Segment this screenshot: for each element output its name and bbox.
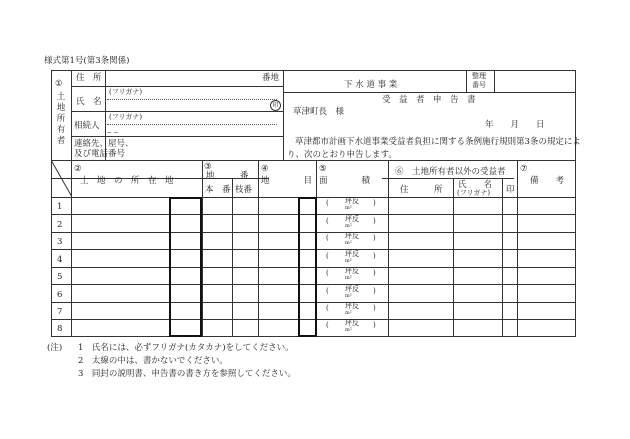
col6-seal: 印 xyxy=(506,185,515,195)
addressee: 草津町長 様 xyxy=(293,107,345,117)
address-label: 住 所 xyxy=(76,73,102,83)
name-label: 氏 名 xyxy=(76,97,102,107)
col3-sub-edaban: 枝番 xyxy=(235,185,253,195)
row-number: 1 xyxy=(57,202,63,212)
date-line: 年 月 日 xyxy=(485,120,545,130)
note-1: 1 氏名には、必ずフリガナ(カタカナ)をしてください。 xyxy=(78,343,294,353)
seiri-label-1: 整理 xyxy=(472,72,486,80)
seiri-label-2: 番号 xyxy=(472,81,486,89)
col6-address: 住 所 xyxy=(400,185,443,195)
row-number: 3 xyxy=(57,237,63,247)
thick-box-chimoku xyxy=(298,197,317,337)
furigana-label-2: (フリガナ) xyxy=(109,113,143,121)
col6-furigana: (フリガナ) xyxy=(457,189,491,197)
col5-number: ⑤ xyxy=(319,164,327,174)
body-text-line2: り、次のとおり申告します。 xyxy=(287,150,397,160)
col3-number: ③ xyxy=(204,162,212,172)
contact-label-line2: 及び電話番号 xyxy=(74,149,126,159)
col4-number: ④ xyxy=(261,164,269,174)
banchi-label: 番地 xyxy=(262,73,280,83)
thick-box-chiban xyxy=(169,197,202,337)
form-subtitle: 受 益 者 申 告 書 xyxy=(382,95,476,105)
row-number: 8 xyxy=(57,324,63,334)
col2-label: 土 地 の 所 在 地 xyxy=(80,176,174,186)
notes-prefix: (注) xyxy=(47,343,63,353)
note-3: 3 同封の説明書、申告書の書き方を参照してください。 xyxy=(78,369,296,379)
header-diagonal xyxy=(51,160,72,197)
owner-section-number: ① xyxy=(55,79,63,89)
seal-mark-icon: 印 xyxy=(270,100,281,111)
body-text-line1: 草津都市計画下水道事業受益者負担に関する条例施行規則第3条の規定によ xyxy=(295,137,581,147)
relation-dashes: ‒ ‒ xyxy=(107,128,119,136)
col6-label: ⑥ 土地所有者以外の受益者 xyxy=(395,167,506,177)
col3-label: 地 番 xyxy=(206,171,249,181)
col5-label: 面 積 xyxy=(319,176,371,186)
row-number: 2 xyxy=(57,220,63,230)
furigana-label: (フリガナ) xyxy=(109,88,143,96)
form-id: 様式第1号(第3条関係) xyxy=(44,56,130,66)
col4-label: 地 目 xyxy=(261,176,313,186)
col6-name: 氏 名 xyxy=(458,180,493,190)
row-number: 6 xyxy=(57,290,63,300)
form-title: 下 水 道 事 業 xyxy=(344,80,398,90)
contact-label-line1: 連絡先、屋号、 xyxy=(74,139,134,149)
row-number: 5 xyxy=(57,272,63,282)
col7-label: 備 考 xyxy=(530,176,565,186)
col7-number: ⑦ xyxy=(520,164,528,174)
col3-sub-honban: 本 番 xyxy=(205,185,231,195)
relation-label: 相続人 xyxy=(74,121,100,131)
owner-side-label: 土 地 所 有 者 xyxy=(56,92,66,146)
row-number: 4 xyxy=(57,255,63,265)
note-2: 2 太線の中は、書かないでください。 xyxy=(78,356,228,366)
col2-number: ② xyxy=(74,164,82,174)
row-number: 7 xyxy=(57,307,63,317)
